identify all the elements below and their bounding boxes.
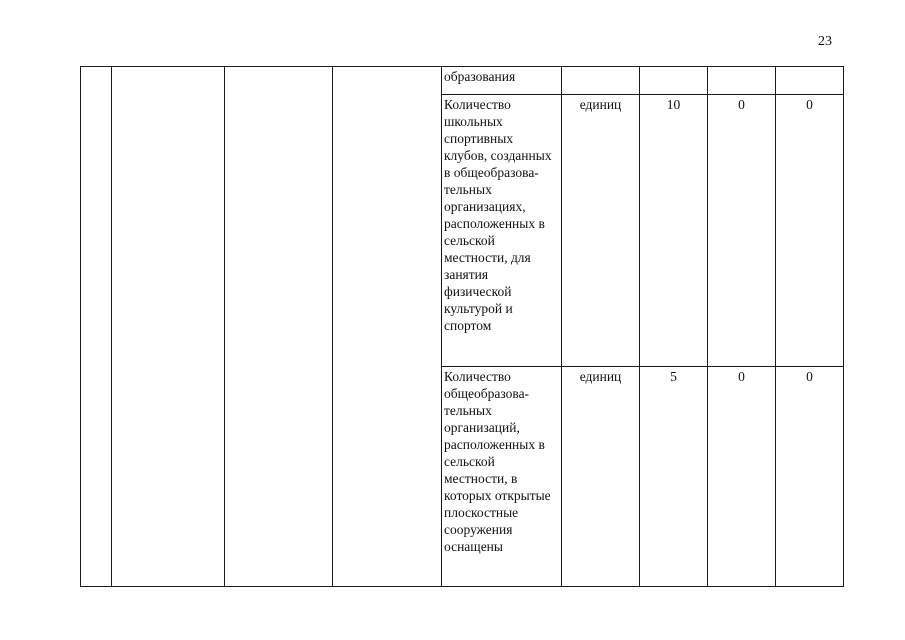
value-cell [708,95,776,367]
value-cell [776,67,844,95]
value-cell [708,367,776,587]
value-text: 0 [806,97,813,112]
unit-text: единиц [579,97,622,112]
table-row-continuation [81,67,844,95]
value-text: 10 [666,97,681,112]
empty-cell-col3 [225,67,333,587]
unit-cell [562,67,640,95]
value-text: 0 [738,97,745,112]
value-text: 0 [806,369,813,384]
indicator-text: Количество школьных спортивных клубов, созданных в общеобразова-тельных организациях, расположенных в сельской местности, для занятия физической культурой и спортом [444,97,552,333]
value-cell [708,67,776,95]
value-cell [776,95,844,367]
empty-cell-col2 [112,67,225,587]
value-cell [640,67,708,95]
indicator-cell [442,67,562,95]
indicator-cell [442,367,562,587]
unit-cell [562,95,640,367]
indicator-cell [442,95,562,367]
empty-cell-col4 [333,67,442,587]
empty-cell-col1 [81,67,112,587]
value-cell [640,95,708,367]
value-text: 0 [738,369,745,384]
indicators-table [80,66,844,587]
unit-text: единиц [579,369,622,384]
value-cell [640,367,708,587]
value-cell [776,367,844,587]
indicator-text: Количество общеобразова-тельных организаций, расположенных в сельской местности, в которых открытые плоскостные сооружения оснащены [444,369,551,554]
unit-cell [562,367,640,587]
indicator-text: образования [444,69,516,84]
value-text: 5 [670,369,677,384]
page-number: 23 [818,34,832,49]
